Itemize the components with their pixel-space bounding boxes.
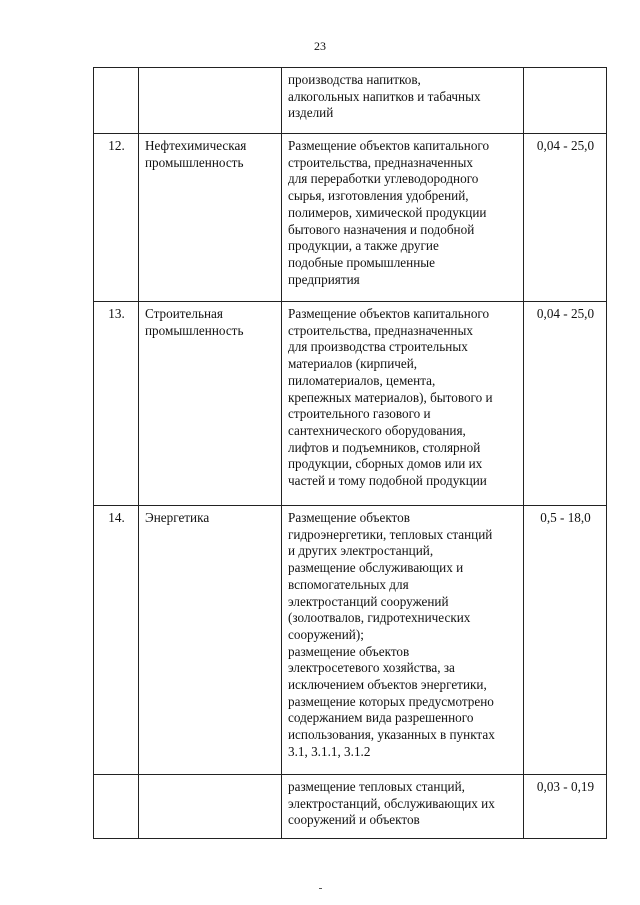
row-number: 12. [94,134,139,302]
scan-mark [319,888,322,889]
row-name: Нефтехимическая промышленность [139,134,282,302]
row-description: производства напитков, алкогольных напитков и табачных изделий [282,68,524,134]
row-number: 14. [94,506,139,775]
table-row [94,506,607,775]
page-number: 23 [314,39,326,53]
row-value: 0,04 - 25,0 [524,302,607,506]
row-value: 0,04 - 25,0 [524,134,607,302]
row-value: 0,03 - 0,19 [524,775,607,839]
row-value [524,68,607,134]
row-name [139,775,282,839]
row-description: Размещение объектов капитального строительства, предназначенных для переработки углеводородного сырья, изготовления удобрений, полимеров, химической продукции бытового назначения и подобной продукции, а также другие подобные промышленные предприятия [282,134,524,302]
table-row [94,134,607,302]
row-value: 0,5 - 18,0 [524,506,607,775]
row-description: Размещение объектов гидроэнергетики, тепловых станций и других электростанций, размещение обслуживающих и вспомогательных для электростанций сооружений (золоотвалов, гидротехнических сооружений); размещение объектов электросетевого хозяйства, за исключением объектов энергетики, размещение которых предусмотрено содержанием вида разрешенного использования, указанных в пунктах 3.1, 3.1.1, 3.1.2 [282,506,524,775]
row-number [94,68,139,134]
row-description: Размещение объектов капитального строительства, предназначенных для производства строительных материалов (кирпичей, пиломатериалов, цемента, крепежных материалов), бытового и строительного газового и сантехнического оборудования, лифтов и подъемников, столярной продукции, сборных домов или их частей и тому подобной продукции [282,302,524,506]
land-use-table [93,67,607,839]
row-description: размещение тепловых станций, электростанций, обслуживающих их сооружений и объектов [282,775,524,839]
row-name: Строительная промышленность [139,302,282,506]
row-name: Энергетика [139,506,282,775]
row-name [139,68,282,134]
table-row [94,775,607,839]
row-number: 13. [94,302,139,506]
table-row [94,68,607,134]
table-row [94,302,607,506]
row-number [94,775,139,839]
